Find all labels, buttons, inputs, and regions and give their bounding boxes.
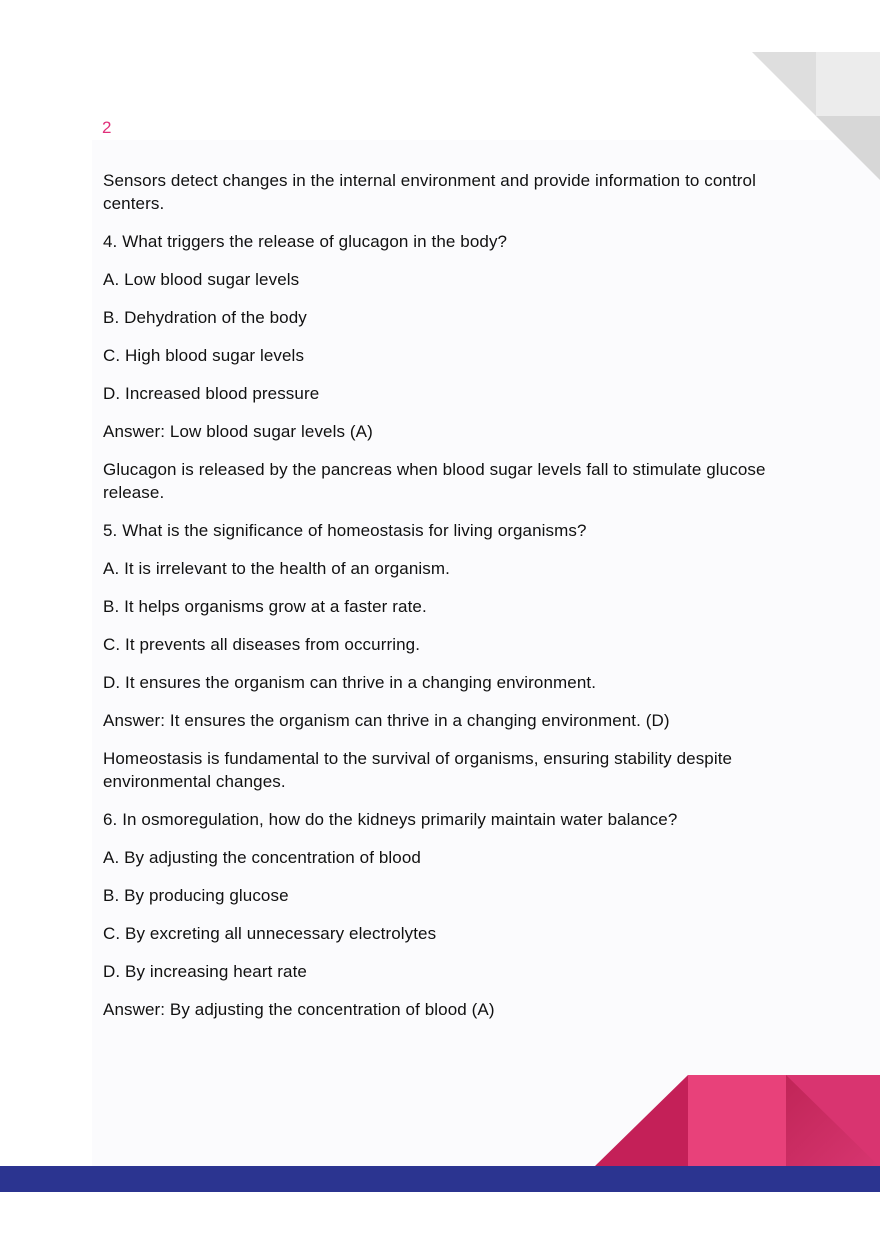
footer-block-middle (688, 1075, 786, 1167)
question-4-option-d: D. Increased blood pressure (103, 384, 320, 403)
question-5-explanation: Homeostasis is fundamental to the survival of organisms, ensuring stability despite environmental changes. (103, 749, 733, 791)
footer-triangle-left (594, 1075, 688, 1167)
question-6-option-b: B. By producing glucose (103, 886, 289, 905)
question-5-option-c: C. It prevents all diseases from occurring. (103, 635, 421, 654)
question-6-option-a: A. By adjusting the concentration of blood (103, 848, 421, 867)
question-4-option-a: A. Low blood sugar levels (103, 270, 300, 289)
document-body (103, 169, 783, 1036)
question-4-option-c: C. High blood sugar levels (103, 346, 305, 365)
corner-square (816, 52, 880, 116)
corner-triangle-lower (816, 116, 880, 180)
question-5-answer: Answer: It ensures the organism can thrive in a changing environment. (D) (103, 711, 670, 730)
top-right-corner-decoration (752, 52, 880, 182)
paragraph-sensors: Sensors detect changes in the internal environment and provide information to control centers. (103, 171, 756, 213)
page-number: 2 (102, 118, 112, 137)
question-4: 4. What triggers the release of glucagon in the body? (103, 232, 508, 251)
question-5: 5. What is the significance of homeostasis for living organisms? (103, 521, 587, 540)
question-6-answer: Answer: By adjusting the concentration of blood (A) (103, 1000, 495, 1019)
corner-triangle-left (752, 52, 816, 116)
question-4-option-b: B. Dehydration of the body (103, 308, 307, 327)
bottom-right-corner-decoration (594, 1075, 880, 1167)
question-4-explanation: Glucagon is released by the pancreas when blood sugar levels fall to stimulate glucose release. (103, 460, 766, 502)
question-5-option-d: D. It ensures the organism can thrive in a changing environment. (103, 673, 597, 692)
question-4-answer: Answer: Low blood sugar levels (A) (103, 422, 373, 441)
question-5-option-a: A. It is irrelevant to the health of an organism. (103, 559, 450, 578)
question-6-option-d: D. By increasing heart rate (103, 962, 307, 981)
question-6: 6. In osmoregulation, how do the kidneys primarily maintain water balance? (103, 810, 678, 829)
question-6-option-c: C. By excreting all unnecessary electrolytes (103, 924, 437, 943)
footer-bar (0, 1166, 880, 1192)
question-5-option-b: B. It helps organisms grow at a faster rate. (103, 597, 427, 616)
